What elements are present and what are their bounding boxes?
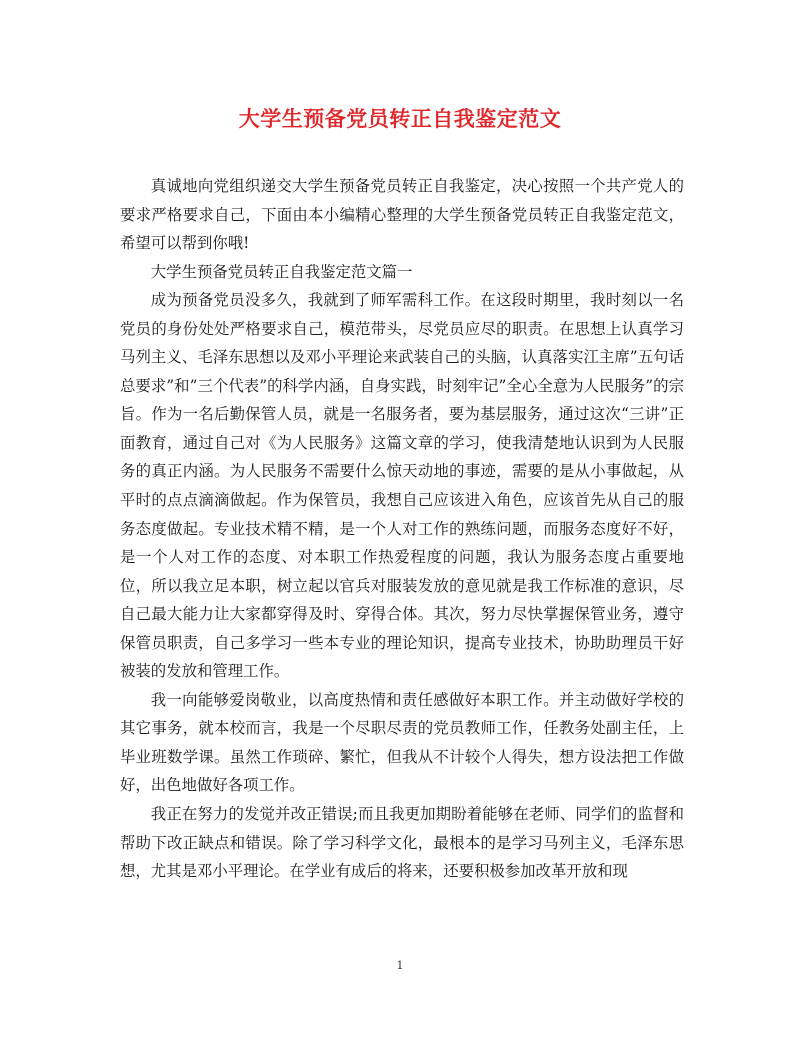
document-body (120, 172, 684, 886)
page-number: 1 (396, 959, 404, 972)
section-heading: 大学生预备党员转正自我鉴定范文篇一 (150, 262, 413, 281)
document-title: 大学生预备党员转正自我鉴定范文 (238, 106, 562, 131)
intro-paragraph: 真诚地向党组织递交大学生预备党员转正自我鉴定，决心按照一个共产党人的要求严格要求自己，下面由本小编精心整理的大学生预备党员转正自我鉴定范文，希望可以帮到你哦! (120, 177, 684, 253)
body-paragraph-2: 我一向能够爱岗敬业，以高度热情和责任感做好本职工作。并主动做好学校的其它事务，就本校而言，我是一个尽职尽责的党员教师工作，任教务处副主任，上毕业班数学课。虽然工作琐碎、繁忙，但我从不计较个人得失，想方设法把工作做好，出色地做好各项工作。 (120, 690, 684, 795)
body-paragraph-1: 成为预备党员没多久，我就到了师军需科工作。在这段时期里，我时刻以一名党员的身份处处严格要求自己，模范带头，尽党员应尽的职责。在思想上认真学习马列主义、毛泽东思想以及邓小平理论来武装自己的头脑，认真落实江主席”五句话总要求”和”三个代表”的科学内涵，自身实践，时刻牢记”全心全意为人民服务”的宗旨。作为一名后勤保管人员，就是一名服务者，要为基层服务，通过这次“三讲”正面教育，通过自己对《为人民服务》这篇文章的学习，使我清楚地认识到为人民服务的真正内涵。为人民服务不需要什么惊天动地的事迹，需要的是从小事做起，从平时的点点滴滴做起。作为保管员，我想自己应该进入角色，应该首先从自己的服务态度做起。专业技术精不精，是一个人对工作的熟练问题，而服务态度好不好，是一个人对工作的态度、对本职工作热爱程度的问题，我认为服务态度占重要地位，所以我立足本职，树立起以官兵对服装发放的意见就是我工作标准的意识，尽自己最大能力让大家都穿得及时、穿得合体。其次，努力尽快掌握保管业务，遵守保管员职责，自己多学习一些本专业的理论知识，提高专业技术，协助助理员干好被装的发放和管理工作。 (120, 291, 684, 681)
body-paragraph-3: 我正在努力的发觉并改正错误;而且我更加期盼着能够在老师、同学们的监督和帮助下改正缺点和错误。除了学习科学文化，最根本的是学习马列主义，毛泽东思想，尤其是邓小平理论。在学业有成后的将来，还要积极参加改革开放和现 (120, 805, 684, 881)
